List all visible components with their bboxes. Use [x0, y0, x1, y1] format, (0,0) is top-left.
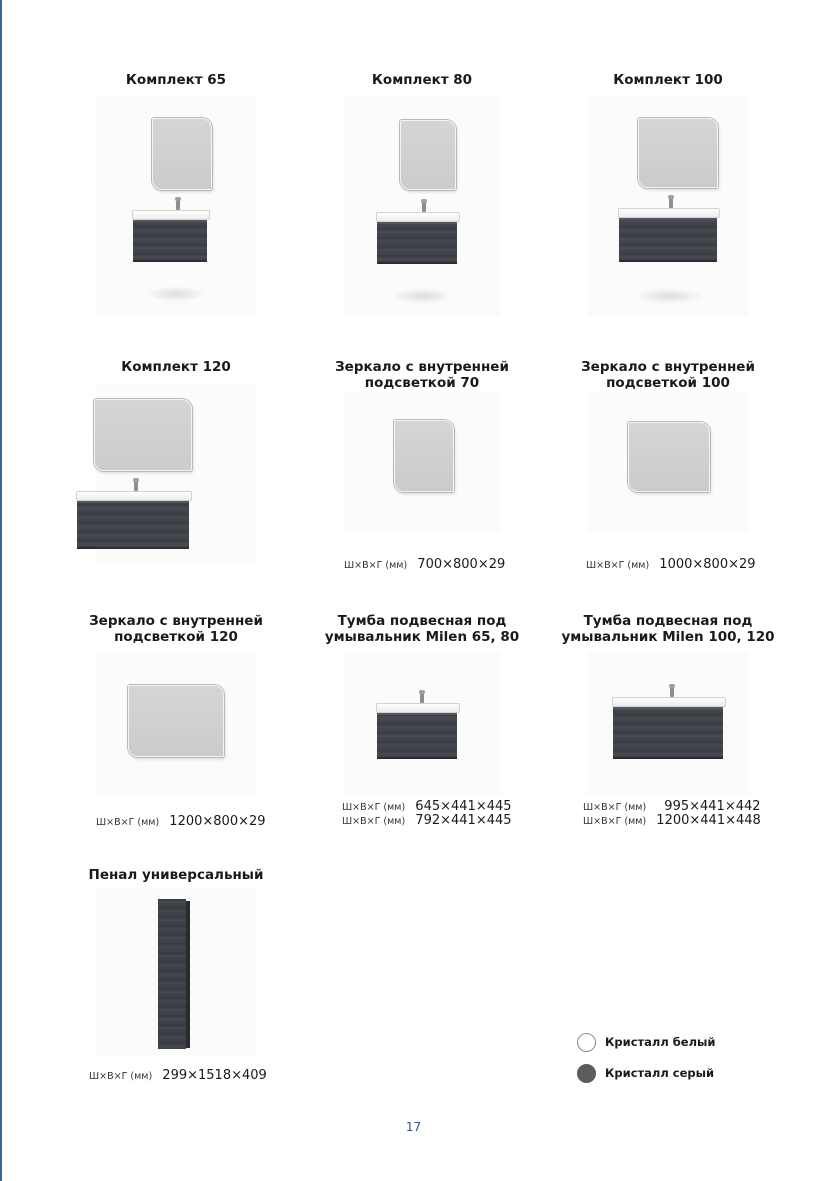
product-title: Пенал универсальный	[88, 867, 264, 883]
legend-label: Кристалл серый	[605, 1066, 715, 1080]
mirror-image	[400, 120, 456, 190]
dimensions-line	[583, 799, 761, 814]
basin-image	[376, 212, 460, 222]
mirror-image	[628, 422, 710, 492]
tall-cabinet-side	[186, 901, 190, 1048]
dimensions-label: Ш×В×Г (мм)	[583, 816, 647, 827]
dimensions-label: Ш×В×Г (мм)	[96, 817, 160, 828]
product-photo	[96, 383, 256, 565]
mirror-image	[394, 420, 454, 492]
dimensions-value: 995×441×442	[664, 799, 761, 814]
product-photo	[588, 96, 748, 316]
cabinet-image	[613, 707, 723, 759]
product-title: Комплект 80	[371, 72, 473, 88]
color-swatch-gray	[577, 1064, 596, 1083]
product-title: Зеркало с внутренней подсветкой 70	[335, 359, 509, 391]
product-photo	[344, 393, 500, 533]
product-photo	[96, 651, 256, 795]
mirror-image	[152, 118, 212, 190]
dimensions-line	[342, 799, 512, 814]
dimensions-line	[89, 1068, 267, 1083]
dimensions-line	[344, 557, 505, 572]
dimensions-value: 700×800×29	[417, 557, 506, 572]
product-title: Тумба подвесная под умывальник Milen 65, 80	[324, 613, 520, 645]
dimensions-value: 1000×800×29	[659, 557, 756, 572]
product-title: Зеркало с внутренней подсветкой 120	[89, 613, 263, 645]
cabinet-image	[619, 218, 717, 262]
dimensions-label: Ш×В×Г (мм)	[586, 560, 650, 571]
mirror-image	[638, 118, 718, 188]
floor-shadow	[392, 288, 454, 304]
faucet-image	[669, 198, 673, 208]
dimensions-label: Ш×В×Г (мм)	[342, 816, 406, 827]
dimensions-value: 792×441×445	[415, 813, 512, 828]
dimensions-label: Ш×В×Г (мм)	[89, 1071, 153, 1082]
dimensions-value: 645×441×445	[415, 799, 512, 814]
basin-image	[612, 697, 726, 707]
product-photo	[588, 651, 748, 795]
product-photo	[344, 651, 500, 795]
color-swatch-white	[577, 1033, 596, 1052]
product-title: Зеркало с внутренней подсветкой 100	[581, 359, 755, 391]
basin-image	[76, 491, 192, 501]
dimensions-value: 299×1518×409	[162, 1068, 267, 1083]
floor-shadow	[634, 288, 704, 304]
faucet-image	[420, 693, 424, 703]
faucet-image	[670, 687, 674, 697]
product-photo	[96, 889, 256, 1057]
dimensions-line	[342, 813, 512, 828]
dimensions-line	[96, 814, 266, 829]
cabinet-image	[377, 222, 457, 264]
product-title: Комплект 100	[613, 72, 723, 88]
basin-image	[618, 208, 720, 218]
dimensions-value: 1200×441×448	[656, 813, 761, 828]
basin-image	[376, 703, 460, 713]
dimensions-label: Ш×В×Г (мм)	[583, 802, 647, 813]
dimensions-label: Ш×В×Г (мм)	[342, 802, 406, 813]
cabinet-image	[77, 501, 189, 549]
product-photo	[96, 96, 256, 316]
page-number: 17	[405, 1120, 422, 1134]
tall-cabinet-image	[158, 899, 186, 1049]
product-title: Тумба подвесная под умывальник Milen 100, 120	[561, 613, 775, 645]
mirror-image	[94, 399, 192, 471]
cabinet-image	[377, 713, 457, 759]
mirror-image	[128, 685, 224, 757]
legend-item-white	[577, 1032, 716, 1052]
legend-item-gray	[577, 1063, 714, 1083]
floor-shadow	[146, 286, 206, 302]
faucet-image	[422, 202, 426, 212]
product-title: Комплект 65	[125, 72, 227, 88]
dimensions-label: Ш×В×Г (мм)	[344, 560, 408, 571]
dimensions-line	[583, 813, 761, 828]
legend-label: Кристалл белый	[605, 1035, 716, 1049]
cabinet-image	[133, 220, 207, 262]
product-photo	[344, 96, 500, 316]
faucet-image	[134, 481, 138, 491]
product-photo	[588, 393, 748, 533]
dimensions-value: 1200×800×29	[169, 814, 266, 829]
product-title: Комплект 120	[121, 359, 231, 375]
basin-image	[132, 210, 210, 220]
dimensions-line	[586, 557, 756, 572]
page-edge-line	[0, 0, 2, 1181]
faucet-image	[176, 200, 180, 210]
